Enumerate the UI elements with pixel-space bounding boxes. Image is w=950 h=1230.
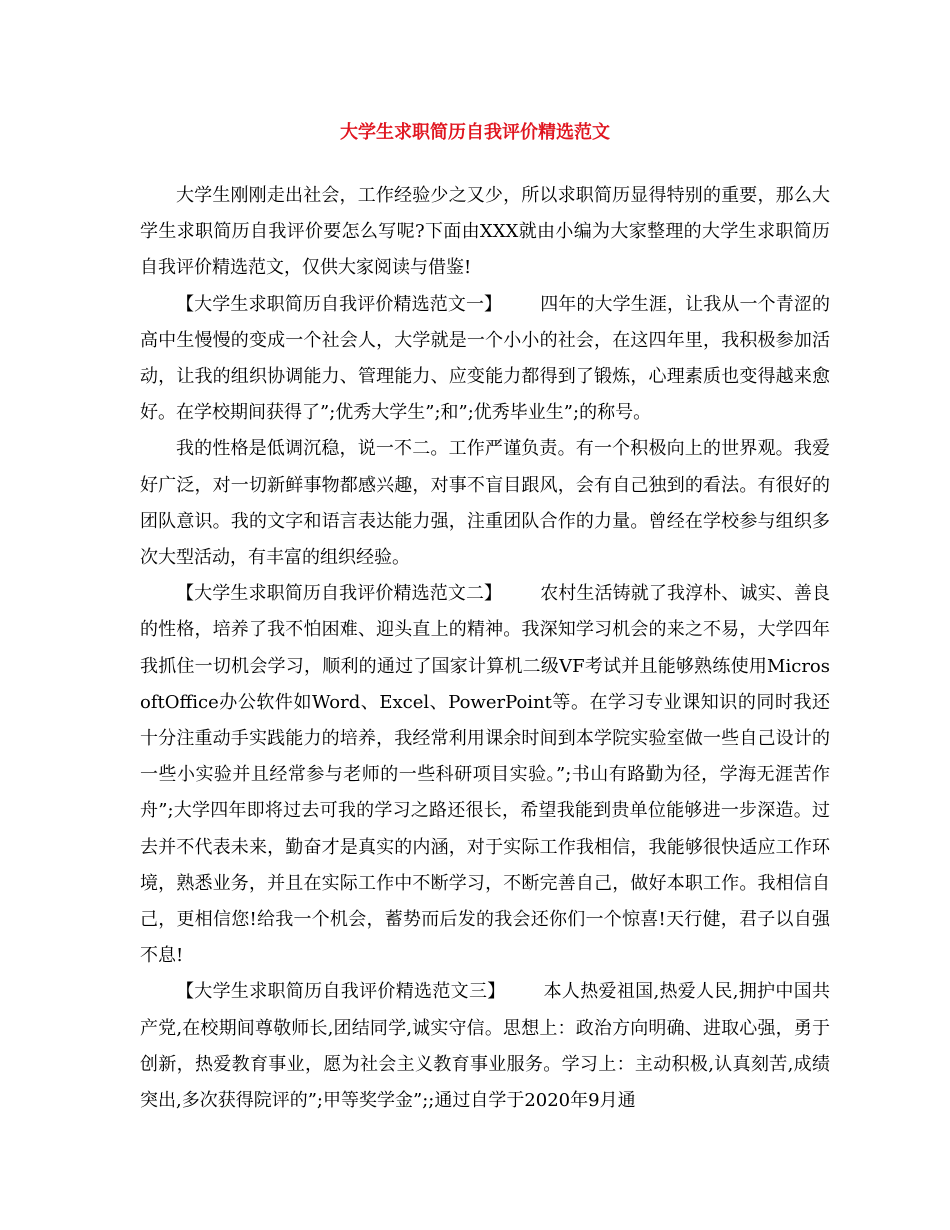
document-body [140, 178, 830, 1119]
section-heading: 【大学生求职简历自我评价精选范文一】 [176, 293, 503, 315]
section-heading: 【大学生求职简历自我评价精选范文二】 [176, 583, 503, 605]
sample-two-paragraph [140, 576, 830, 974]
document-title: 大学生求职简历自我评价精选范文 [340, 122, 610, 143]
paragraph-text: 农村生活铸就了我淳朴、诚实、善良的性格，培养了我不怕困难、迎头直上的精神。我深知学习机会的来之不易，大学四年我抓住一切机会学习，顺利的通过了国家计算机二级VF考试并且能够熟练使用MicrosoftOffice办公软件如Word、Excel、PowerPoint等。在学习专业课知识的同时我还十分注重动手实践能力的培养，我经常利用课余时间到本学院实验室做一些自己设计的一些小实验并且经常参与老师的一些科研项目实验。”;书山有路勤为径，学海无涯苦作舟”;大学四年即将过去可我的学习之路还很长，希望我能到贵单位能够进一步深造。过去并不代表未来，勤奋才是真实的内涵，对于实际工作我相信，我能够很快适应工作环境，熟悉业务，并且在实际工作中不断学习，不断完善自己，做好本职工作。我相信自己，更相信您!给我一个机会，蓄势而后发的我会还你们一个惊喜!天行健，君子以自强不息! [140, 583, 831, 967]
paragraph-text: 我的性格是低调沉稳，说一不二。工作严谨负责。有一个积极向上的世界观。我爱好广泛，对一切新鲜事物都感兴趣，对事不盲目跟风，会有自己独到的看法。有很好的团队意识。我的文字和语言表达能力强，注重团队合作的力量。曾经在学校参与组织多次大型活动，有丰富的组织经验。 [140, 438, 830, 569]
paragraph-text: 四年的大学生涯，让我从一个青涩的高中生慢慢的变成一个社会人，大学就是一个小小的社会，在这四年里，我积极参加活动，让我的组织协调能力、管理能力、应变能力都得到了锻炼，心理素质也变得越来愈好。在学校期间获得了”;优秀大学生”;和”;优秀毕业生”;的称号。 [140, 293, 831, 424]
intro-paragraph [140, 178, 830, 287]
sample-one-paragraph [140, 287, 830, 432]
paragraph-text: 大学生刚刚走出社会，工作经验少之又少，所以求职简历显得特别的重要，那么大学生求职简历自我评价要怎么写呢?下面由XXX就由小编为大家整理的大学生求职简历自我评价精选范文，仅供大家阅读与借鉴! [140, 185, 830, 279]
personality-paragraph [140, 431, 830, 576]
section-heading: 【大学生求职简历自我评价精选范文三】 [176, 981, 506, 1003]
sample-three-paragraph [140, 974, 830, 1119]
paragraph-text: 本人热爱祖国,热爱人民,拥护中国共产党,在校期间尊敬师长,团结同学,诚实守信。思想上：政治方向明确、进取心强，勇于创新，热爱教育事业，愿为社会主义教育事业服务。学习上：主动积极,认真刻苦,成绩突出,多次获得院评的”;甲等奖学金”;;通过自学于2020年9月通 [140, 981, 830, 1112]
